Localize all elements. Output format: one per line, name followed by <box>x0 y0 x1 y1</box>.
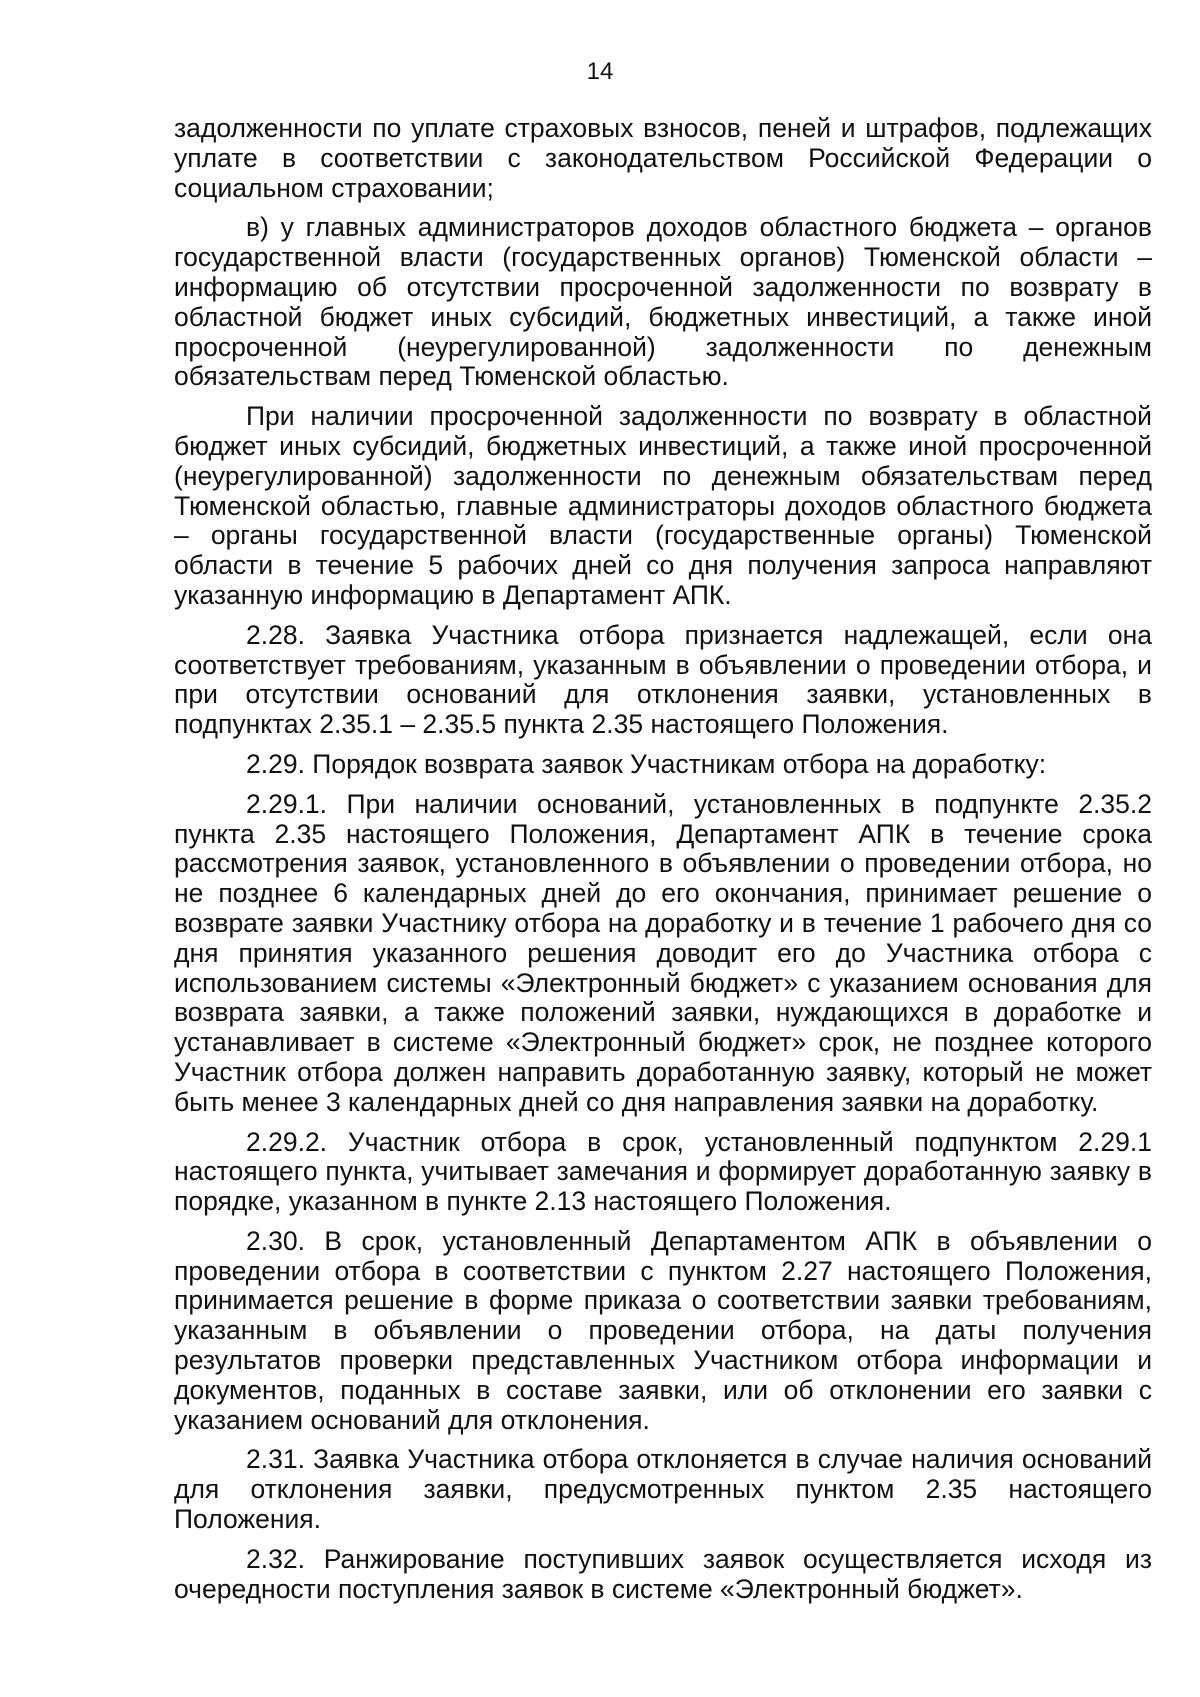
paragraph-2-32: 2.32. Ранжирование поступивших заявок осуществляется исходя из очередности поступления заявок в системе «Электронный бюджет». <box>174 1543 1152 1604</box>
paragraph-2-29: 2.29. Порядок возврата заявок Участникам отбора на доработку: <box>246 748 1047 779</box>
paragraph-2-28: 2.28. Заявка Участника отбора признается надлежащей, если она соответствует требованиям, указанным в объявлении о проведении отбора, и при отсутствии оснований для отклонения заявки, установленных в подпунктах 2.35.1 – 2.35.5 пункта 2.35 настоящего Положения. <box>174 619 1152 740</box>
paragraph-continuation: задолженности по уплате страховых взносов, пеней и штрафов, подлежащих уплате в соответствии с законодательством Российской Федерации о социальном страховании; <box>174 113 1152 203</box>
paragraph-subitem-v: в) у главных администраторов доходов областного бюджета – органов государственной власти (государственных органов) Тюменской области – информацию об отсутствии просроченной задолженности по возврату в областной бюджет иных субсидий, бюджетных инвестиций, а также иной просроченной (неурегулированной) задолженности по денежным обязательствам перед Тюменской областью. <box>174 212 1152 392</box>
document-body <box>174 114 1152 1614</box>
page-number: 14 <box>586 58 614 85</box>
paragraph-overdue-debt: При наличии просроченной задолженности по возврату в областной бюджет иных субсидий, бюджетных инвестиций, а также иной просроченной (неурегулированной) задолженности по денежным обязательствам перед Тюменской областью, главные администраторы доходов областного бюджета – органы государственной власти (государственные органы) Тюменской области в течение 5 рабочих дней со дня получения запроса направляют указанную информацию в Департамент АПК. <box>174 401 1152 610</box>
paragraph-2-29-1: 2.29.1. При наличии оснований, установленных в подпункте 2.35.2 пункта 2.35 настоящего Положения, Департамент АПК в течение срока рассмотрения заявок, установленного в объявлении о проведении отбора, но не позднее 6 календарных дней до его окончания, принимает решение о возврате заявки Участнику отбора на доработку и в течение 1 рабочего дня со дня принятия указанного решения доводит его до Участника отбора с использованием системы «Электронный бюджет» с указанием основания для возврата заявки, а также положений заявки, нуждающихся в доработке и устанавливает в системе «Электронный бюджет» срок, не позднее которого Участник отбора должен направить доработанную заявку, который не может быть менее 3 календарных дней со дня направления заявки на доработку. <box>174 788 1152 1117</box>
paragraph-2-30: 2.30. В срок, установленный Департаментом АПК в объявлении о проведении отбора в соответствии с пунктом 2.27 настоящего Положения, принимается решение в форме приказа о соответствии заявки требованиям, указанным в объявлении о проведении отбора, на даты получения результатов проверки представленных Участником отбора информации и документов, поданных в составе заявки, или об отклонении его заявки с указанием оснований для отклонения. <box>174 1225 1152 1435</box>
paragraph-2-29-2: 2.29.2. Участник отбора в срок, установленный подпунктом 2.29.1 настоящего пункта, учитывает замечания и формирует доработанную заявку в порядке, указанном в пункте 2.13 настоящего Положения. <box>174 1126 1152 1217</box>
paragraph-2-31: 2.31. Заявка Участника отбора отклоняется в случае наличия оснований для отклонения заявки, предусмотренных пунктом 2.35 настоящего Положения. <box>174 1444 1152 1535</box>
